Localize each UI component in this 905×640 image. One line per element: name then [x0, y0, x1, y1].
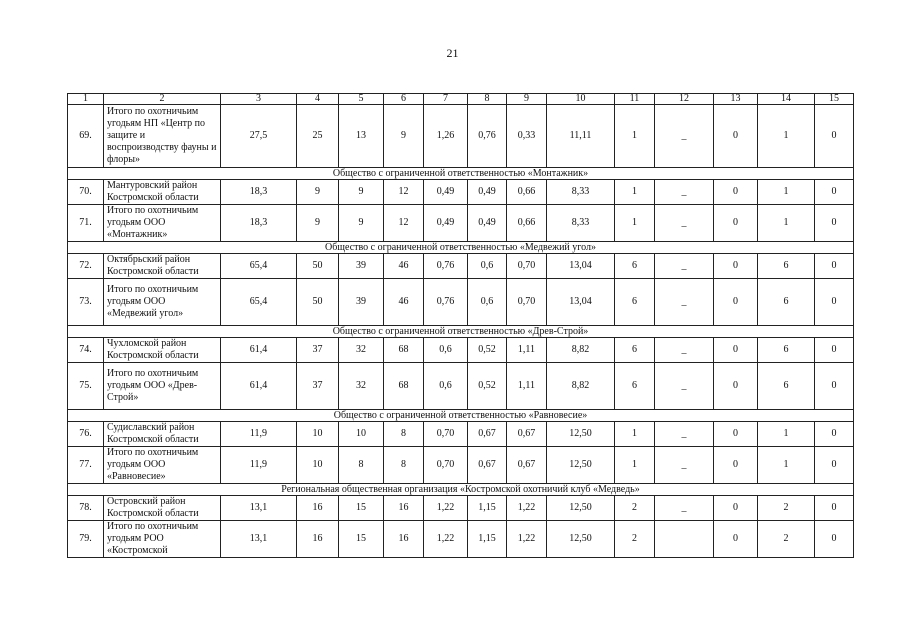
column-number: 12	[655, 94, 714, 105]
value-cell-c9: 0,66	[507, 205, 547, 242]
value-cell-c3: 61,4	[221, 338, 297, 363]
value-cell-c11: 1	[615, 105, 655, 168]
value-cell-c6: 12	[384, 205, 424, 242]
value-cell-c9: 0,67	[507, 422, 547, 447]
value-cell-c7: 1,22	[424, 521, 468, 558]
value-cell-c14: 6	[758, 254, 815, 279]
column-number: 13	[714, 94, 758, 105]
table-row	[68, 279, 854, 326]
value-cell-c6: 16	[384, 496, 424, 521]
value-cell-c8: 0,67	[468, 422, 507, 447]
value-cell-c8: 0,76	[468, 105, 507, 168]
column-number: 9	[507, 94, 547, 105]
value-cell-c13: 0	[714, 338, 758, 363]
table-row	[68, 180, 854, 205]
page-number: 21	[446, 46, 459, 60]
table-row	[68, 105, 854, 168]
value-cell-c4: 10	[297, 447, 339, 484]
value-cell-c7: 0,49	[424, 180, 468, 205]
row-number-cell: 78.	[68, 496, 104, 521]
value-cell-c11: 1	[615, 422, 655, 447]
value-cell-c10: 8,82	[547, 363, 615, 410]
value-cell-c4: 16	[297, 496, 339, 521]
value-cell-c7: 1,26	[424, 105, 468, 168]
value-cell-c15: 0	[815, 205, 854, 242]
organization-name: Общество с ограниченной ответственностью «Монтажник»	[68, 168, 854, 180]
value-cell-c4: 9	[297, 205, 339, 242]
value-cell-c15: 0	[815, 105, 854, 168]
value-cell-c4: 37	[297, 363, 339, 410]
value-cell-c15: 0	[815, 447, 854, 484]
value-cell-c6: 8	[384, 447, 424, 484]
column-number: 6	[384, 94, 424, 105]
column-number: 4	[297, 94, 339, 105]
value-cell-c12	[655, 521, 714, 558]
value-cell-c6: 9	[384, 105, 424, 168]
value-cell-c15: 0	[815, 279, 854, 326]
value-cell-c7: 0,6	[424, 363, 468, 410]
column-number: 8	[468, 94, 507, 105]
value-cell-c12: _	[655, 363, 714, 410]
value-cell-c14: 1	[758, 205, 815, 242]
value-cell-c8: 1,15	[468, 496, 507, 521]
value-cell-c11: 6	[615, 363, 655, 410]
value-cell-c15: 0	[815, 254, 854, 279]
value-cell-c9: 0,67	[507, 447, 547, 484]
value-cell-c5: 39	[339, 254, 384, 279]
value-cell-c4: 10	[297, 422, 339, 447]
value-cell-c15: 0	[815, 422, 854, 447]
value-cell-c10: 13,04	[547, 254, 615, 279]
value-cell-c14: 6	[758, 279, 815, 326]
value-cell-c10: 11,11	[547, 105, 615, 168]
territory-name-cell: Итого по охотничьим угодьям ООО «Равновесие»	[104, 447, 221, 484]
value-cell-c3: 18,3	[221, 180, 297, 205]
column-number: 1	[68, 94, 104, 105]
value-cell-c8: 0,52	[468, 338, 507, 363]
value-cell-c4: 37	[297, 338, 339, 363]
value-cell-c3: 18,3	[221, 205, 297, 242]
column-number: 15	[815, 94, 854, 105]
value-cell-c15: 0	[815, 180, 854, 205]
value-cell-c15: 0	[815, 496, 854, 521]
row-number-cell: 74.	[68, 338, 104, 363]
value-cell-c12: _	[655, 180, 714, 205]
value-cell-c10: 8,33	[547, 180, 615, 205]
value-cell-c3: 65,4	[221, 254, 297, 279]
table-row	[68, 422, 854, 447]
value-cell-c13: 0	[714, 447, 758, 484]
row-number-cell: 76.	[68, 422, 104, 447]
value-cell-c8: 1,15	[468, 521, 507, 558]
value-cell-c13: 0	[714, 254, 758, 279]
value-cell-c13: 0	[714, 279, 758, 326]
value-cell-c5: 32	[339, 338, 384, 363]
value-cell-c13: 0	[714, 205, 758, 242]
organization-header-row	[68, 242, 854, 254]
value-cell-c5: 9	[339, 205, 384, 242]
value-cell-c4: 9	[297, 180, 339, 205]
column-number: 7	[424, 94, 468, 105]
value-cell-c7: 0,49	[424, 205, 468, 242]
value-cell-c3: 65,4	[221, 279, 297, 326]
value-cell-c13: 0	[714, 521, 758, 558]
value-cell-c4: 16	[297, 521, 339, 558]
value-cell-c11: 6	[615, 279, 655, 326]
organization-header-row	[68, 168, 854, 180]
value-cell-c5: 15	[339, 521, 384, 558]
value-cell-c8: 0,49	[468, 180, 507, 205]
value-cell-c14: 6	[758, 338, 815, 363]
value-cell-c3: 61,4	[221, 363, 297, 410]
row-number-cell: 77.	[68, 447, 104, 484]
value-cell-c12: _	[655, 338, 714, 363]
value-cell-c7: 1,22	[424, 496, 468, 521]
territory-name-cell: Итого по охотничьим угодьям НП «Центр по защите и воспроизводству фауны и флоры»	[104, 105, 221, 168]
value-cell-c8: 0,6	[468, 254, 507, 279]
organization-name: Общество с ограниченной ответственностью «Медвежий угол»	[68, 242, 854, 254]
value-cell-c6: 16	[384, 521, 424, 558]
territory-name-cell: Итого по охотничьим угодьям РОО «Костромской	[104, 521, 221, 558]
value-cell-c5: 9	[339, 180, 384, 205]
value-cell-c14: 1	[758, 105, 815, 168]
value-cell-c3: 11,9	[221, 447, 297, 484]
value-cell-c13: 0	[714, 496, 758, 521]
value-cell-c9: 1,22	[507, 496, 547, 521]
value-cell-c3: 13,1	[221, 521, 297, 558]
value-cell-c7: 0,6	[424, 338, 468, 363]
value-cell-c11: 1	[615, 205, 655, 242]
value-cell-c12: _	[655, 422, 714, 447]
value-cell-c9: 1,11	[507, 363, 547, 410]
value-cell-c10: 8,82	[547, 338, 615, 363]
row-number-cell: 69.	[68, 105, 104, 168]
value-cell-c6: 12	[384, 180, 424, 205]
value-cell-c10: 12,50	[547, 521, 615, 558]
value-cell-c4: 50	[297, 279, 339, 326]
value-cell-c9: 1,11	[507, 338, 547, 363]
value-cell-c8: 0,6	[468, 279, 507, 326]
value-cell-c14: 2	[758, 496, 815, 521]
table-row	[68, 447, 854, 484]
value-cell-c6: 68	[384, 363, 424, 410]
column-number: 10	[547, 94, 615, 105]
table-row	[68, 521, 854, 558]
value-cell-c3: 11,9	[221, 422, 297, 447]
value-cell-c9: 0,66	[507, 180, 547, 205]
row-number-cell: 75.	[68, 363, 104, 410]
value-cell-c13: 0	[714, 180, 758, 205]
value-cell-c4: 50	[297, 254, 339, 279]
table-row	[68, 338, 854, 363]
column-number: 5	[339, 94, 384, 105]
value-cell-c5: 15	[339, 496, 384, 521]
value-cell-c12: _	[655, 447, 714, 484]
value-cell-c5: 8	[339, 447, 384, 484]
value-cell-c7: 0,76	[424, 254, 468, 279]
value-cell-c3: 27,5	[221, 105, 297, 168]
value-cell-c6: 8	[384, 422, 424, 447]
value-cell-c5: 13	[339, 105, 384, 168]
value-cell-c15: 0	[815, 363, 854, 410]
row-number-cell: 79.	[68, 521, 104, 558]
territory-name-cell: Итого по охотничьим угодьям ООО «Древ-Строй»	[104, 363, 221, 410]
value-cell-c7: 0,70	[424, 422, 468, 447]
table-row	[68, 496, 854, 521]
column-number: 2	[104, 94, 221, 105]
value-cell-c7: 0,76	[424, 279, 468, 326]
value-cell-c11: 6	[615, 338, 655, 363]
value-cell-c6: 46	[384, 279, 424, 326]
value-cell-c14: 1	[758, 447, 815, 484]
value-cell-c9: 1,22	[507, 521, 547, 558]
column-number-row	[68, 94, 854, 105]
value-cell-c13: 0	[714, 105, 758, 168]
value-cell-c10: 12,50	[547, 447, 615, 484]
table-row	[68, 254, 854, 279]
row-number-cell: 72.	[68, 254, 104, 279]
value-cell-c14: 1	[758, 180, 815, 205]
column-number: 14	[758, 94, 815, 105]
territory-name-cell: Мантуровский район Костромской области	[104, 180, 221, 205]
territory-name-cell: Итого по охотничьим угодьям ООО «Медвежий угол»	[104, 279, 221, 326]
value-cell-c5: 10	[339, 422, 384, 447]
value-cell-c10: 8,33	[547, 205, 615, 242]
value-cell-c10: 13,04	[547, 279, 615, 326]
organization-name: Региональная общественная организация «Костромской охотничий клуб «Медведь»	[68, 484, 854, 496]
value-cell-c11: 1	[615, 447, 655, 484]
value-cell-c12: _	[655, 105, 714, 168]
value-cell-c14: 1	[758, 422, 815, 447]
organization-name: Общество с ограниченной ответственностью «Равновесие»	[68, 410, 854, 422]
value-cell-c13: 0	[714, 422, 758, 447]
value-cell-c11: 2	[615, 521, 655, 558]
row-number-cell: 70.	[68, 180, 104, 205]
hunting-grounds-table	[67, 93, 854, 558]
territory-name-cell: Островский район Костромской области	[104, 496, 221, 521]
value-cell-c9: 0,70	[507, 254, 547, 279]
value-cell-c12: _	[655, 205, 714, 242]
table-row	[68, 363, 854, 410]
table-row	[68, 205, 854, 242]
organization-header-row	[68, 484, 854, 496]
value-cell-c15: 0	[815, 521, 854, 558]
territory-name-cell: Октябрьский район Костромской области	[104, 254, 221, 279]
value-cell-c5: 32	[339, 363, 384, 410]
value-cell-c9: 0,33	[507, 105, 547, 168]
value-cell-c14: 6	[758, 363, 815, 410]
value-cell-c6: 68	[384, 338, 424, 363]
organization-name: Общество с ограниченной ответственностью «Древ-Строй»	[68, 326, 854, 338]
value-cell-c6: 46	[384, 254, 424, 279]
value-cell-c8: 0,52	[468, 363, 507, 410]
value-cell-c9: 0,70	[507, 279, 547, 326]
value-cell-c3: 13,1	[221, 496, 297, 521]
column-number: 11	[615, 94, 655, 105]
value-cell-c12: _	[655, 254, 714, 279]
organization-header-row	[68, 326, 854, 338]
value-cell-c14: 2	[758, 521, 815, 558]
value-cell-c12: _	[655, 279, 714, 326]
table-body	[68, 94, 854, 558]
value-cell-c7: 0,70	[424, 447, 468, 484]
value-cell-c15: 0	[815, 338, 854, 363]
value-cell-c4: 25	[297, 105, 339, 168]
value-cell-c10: 12,50	[547, 496, 615, 521]
territory-name-cell: Чухломской район Костромской области	[104, 338, 221, 363]
territory-name-cell: Итого по охотничьим угодьям ООО «Монтажник»	[104, 205, 221, 242]
value-cell-c5: 39	[339, 279, 384, 326]
value-cell-c13: 0	[714, 363, 758, 410]
organization-header-row	[68, 410, 854, 422]
value-cell-c11: 6	[615, 254, 655, 279]
value-cell-c11: 2	[615, 496, 655, 521]
value-cell-c8: 0,49	[468, 205, 507, 242]
value-cell-c12: _	[655, 496, 714, 521]
column-number: 3	[221, 94, 297, 105]
row-number-cell: 73.	[68, 279, 104, 326]
value-cell-c10: 12,50	[547, 422, 615, 447]
row-number-cell: 71.	[68, 205, 104, 242]
value-cell-c8: 0,67	[468, 447, 507, 484]
territory-name-cell: Судиславский район Костромской области	[104, 422, 221, 447]
value-cell-c11: 1	[615, 180, 655, 205]
